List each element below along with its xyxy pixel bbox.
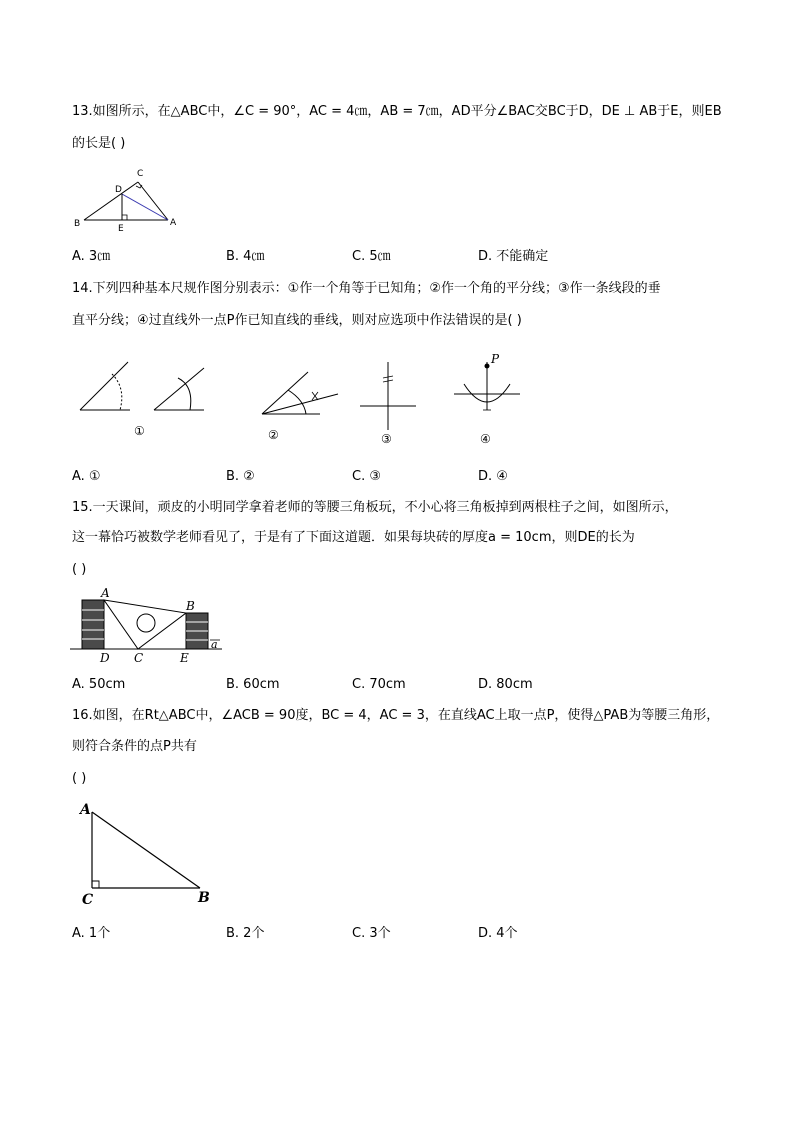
q13-figure	[70, 162, 180, 232]
q15-right-pillar	[186, 613, 208, 649]
q13-option-a[interactable]: A. 3㎝	[72, 249, 111, 264]
q16-label-B: B	[198, 890, 210, 906]
q15-label-E: E	[180, 651, 189, 665]
q13-stem-line2: 的长是( )	[72, 136, 126, 151]
q14-construction-4	[454, 352, 520, 446]
q16-side-AB	[92, 812, 200, 888]
q16-label-A: A	[80, 802, 91, 818]
q15-label-D: D	[100, 651, 110, 665]
q13-option-b[interactable]: B. 4㎝	[226, 249, 265, 264]
q15-option-c[interactable]: C. 70cm	[352, 677, 406, 692]
q14-figure	[70, 348, 540, 448]
q15-option-d[interactable]: D. 80cm	[478, 677, 533, 692]
q14-label-1: ①	[134, 424, 145, 438]
q15-triangle-board	[104, 600, 186, 649]
q16-option-c[interactable]: C. 3个	[352, 926, 391, 941]
q14-label-3: ③	[381, 432, 392, 446]
q14-label-2: ②	[268, 428, 279, 442]
q14-label-4: ④	[480, 432, 491, 446]
q13-label-E: E	[118, 224, 124, 234]
q16-stem-line3: ( )	[72, 771, 87, 786]
q13-stem-line1: 13.如图所示，在△ABC中，∠C = 90°，AC = 4㎝，AB = 7㎝，AD平分∠BAC交BC于D，DE ⊥ AB于E，则EB	[72, 104, 722, 119]
q15-option-b[interactable]: B. 60cm	[226, 677, 280, 692]
q16-option-a[interactable]: A. 1个	[72, 926, 111, 941]
q13-label-C: C	[137, 169, 144, 179]
q14-option-c[interactable]: C. ③	[352, 469, 381, 484]
q15-label-B: B	[186, 599, 195, 613]
q16-stem-line1: 16.如图，在Rt△ABC中，∠ACB = 90度，BC = 4，AC = 3，在直线AC上取一点P，使得△PAB为等腰三角形，	[72, 708, 720, 723]
q15-figure	[70, 588, 230, 666]
q14-construction-2	[262, 372, 338, 442]
q13-side-BC	[84, 182, 138, 220]
q16-right-angle-C	[92, 881, 99, 888]
q15-stem-line3: ( )	[72, 562, 87, 577]
q14-label-P: P	[491, 352, 500, 366]
q15-label-A: A	[101, 586, 110, 600]
q13-label-A: A	[170, 218, 177, 228]
q15-option-a[interactable]: A. 50cm	[72, 677, 126, 692]
q14-stem-line1: 14.下列四种基本尺规作图分别表示：①作一个角等于已知角；②作一个角的平分线；③作一条线段的垂	[72, 281, 661, 296]
q15-left-pillar	[82, 600, 104, 649]
q13-label-D: D	[115, 185, 122, 195]
q14-construction-1	[80, 362, 204, 438]
q16-option-d[interactable]: D. 4个	[478, 926, 518, 941]
q16-figure	[76, 796, 226, 908]
q15-stem-line2: 这一幕恰巧被数学老师看见了，于是有了下面这道题．如果每块砖的厚度a = 10cm，则DE的长为	[72, 530, 635, 545]
q13-option-c[interactable]: C. 5㎝	[352, 249, 391, 264]
q13-side-CA	[138, 182, 168, 220]
q14-construction-3	[360, 362, 416, 446]
q14-option-d[interactable]: D. ④	[478, 469, 508, 484]
q15-stem-line1: 15.一天课间，顽皮的小明同学拿着老师的等腰三角板玩，不小心将三角板掉到两根柱子之间，如图所示，	[72, 500, 678, 515]
q14-option-a[interactable]: A. ①	[72, 469, 101, 484]
q15-label-C: C	[134, 651, 144, 665]
q14-stem-line2: 直平分线；④过直线外一点P作已知直线的垂线，则对应选项中作法错误的是( )	[72, 313, 522, 328]
q13-label-B: B	[74, 219, 81, 229]
q16-option-b[interactable]: B. 2个	[226, 926, 265, 941]
q16-stem-line2: 则符合条件的点P共有	[72, 739, 197, 754]
q13-option-d[interactable]: D. 不能确定	[478, 249, 549, 264]
q14-option-b[interactable]: B. ②	[226, 469, 255, 484]
q16-label-C: C	[82, 892, 94, 908]
q13-bisector-AD	[122, 194, 168, 220]
q15-label-a: a	[211, 638, 218, 651]
q13-right-angle-E	[122, 215, 127, 220]
